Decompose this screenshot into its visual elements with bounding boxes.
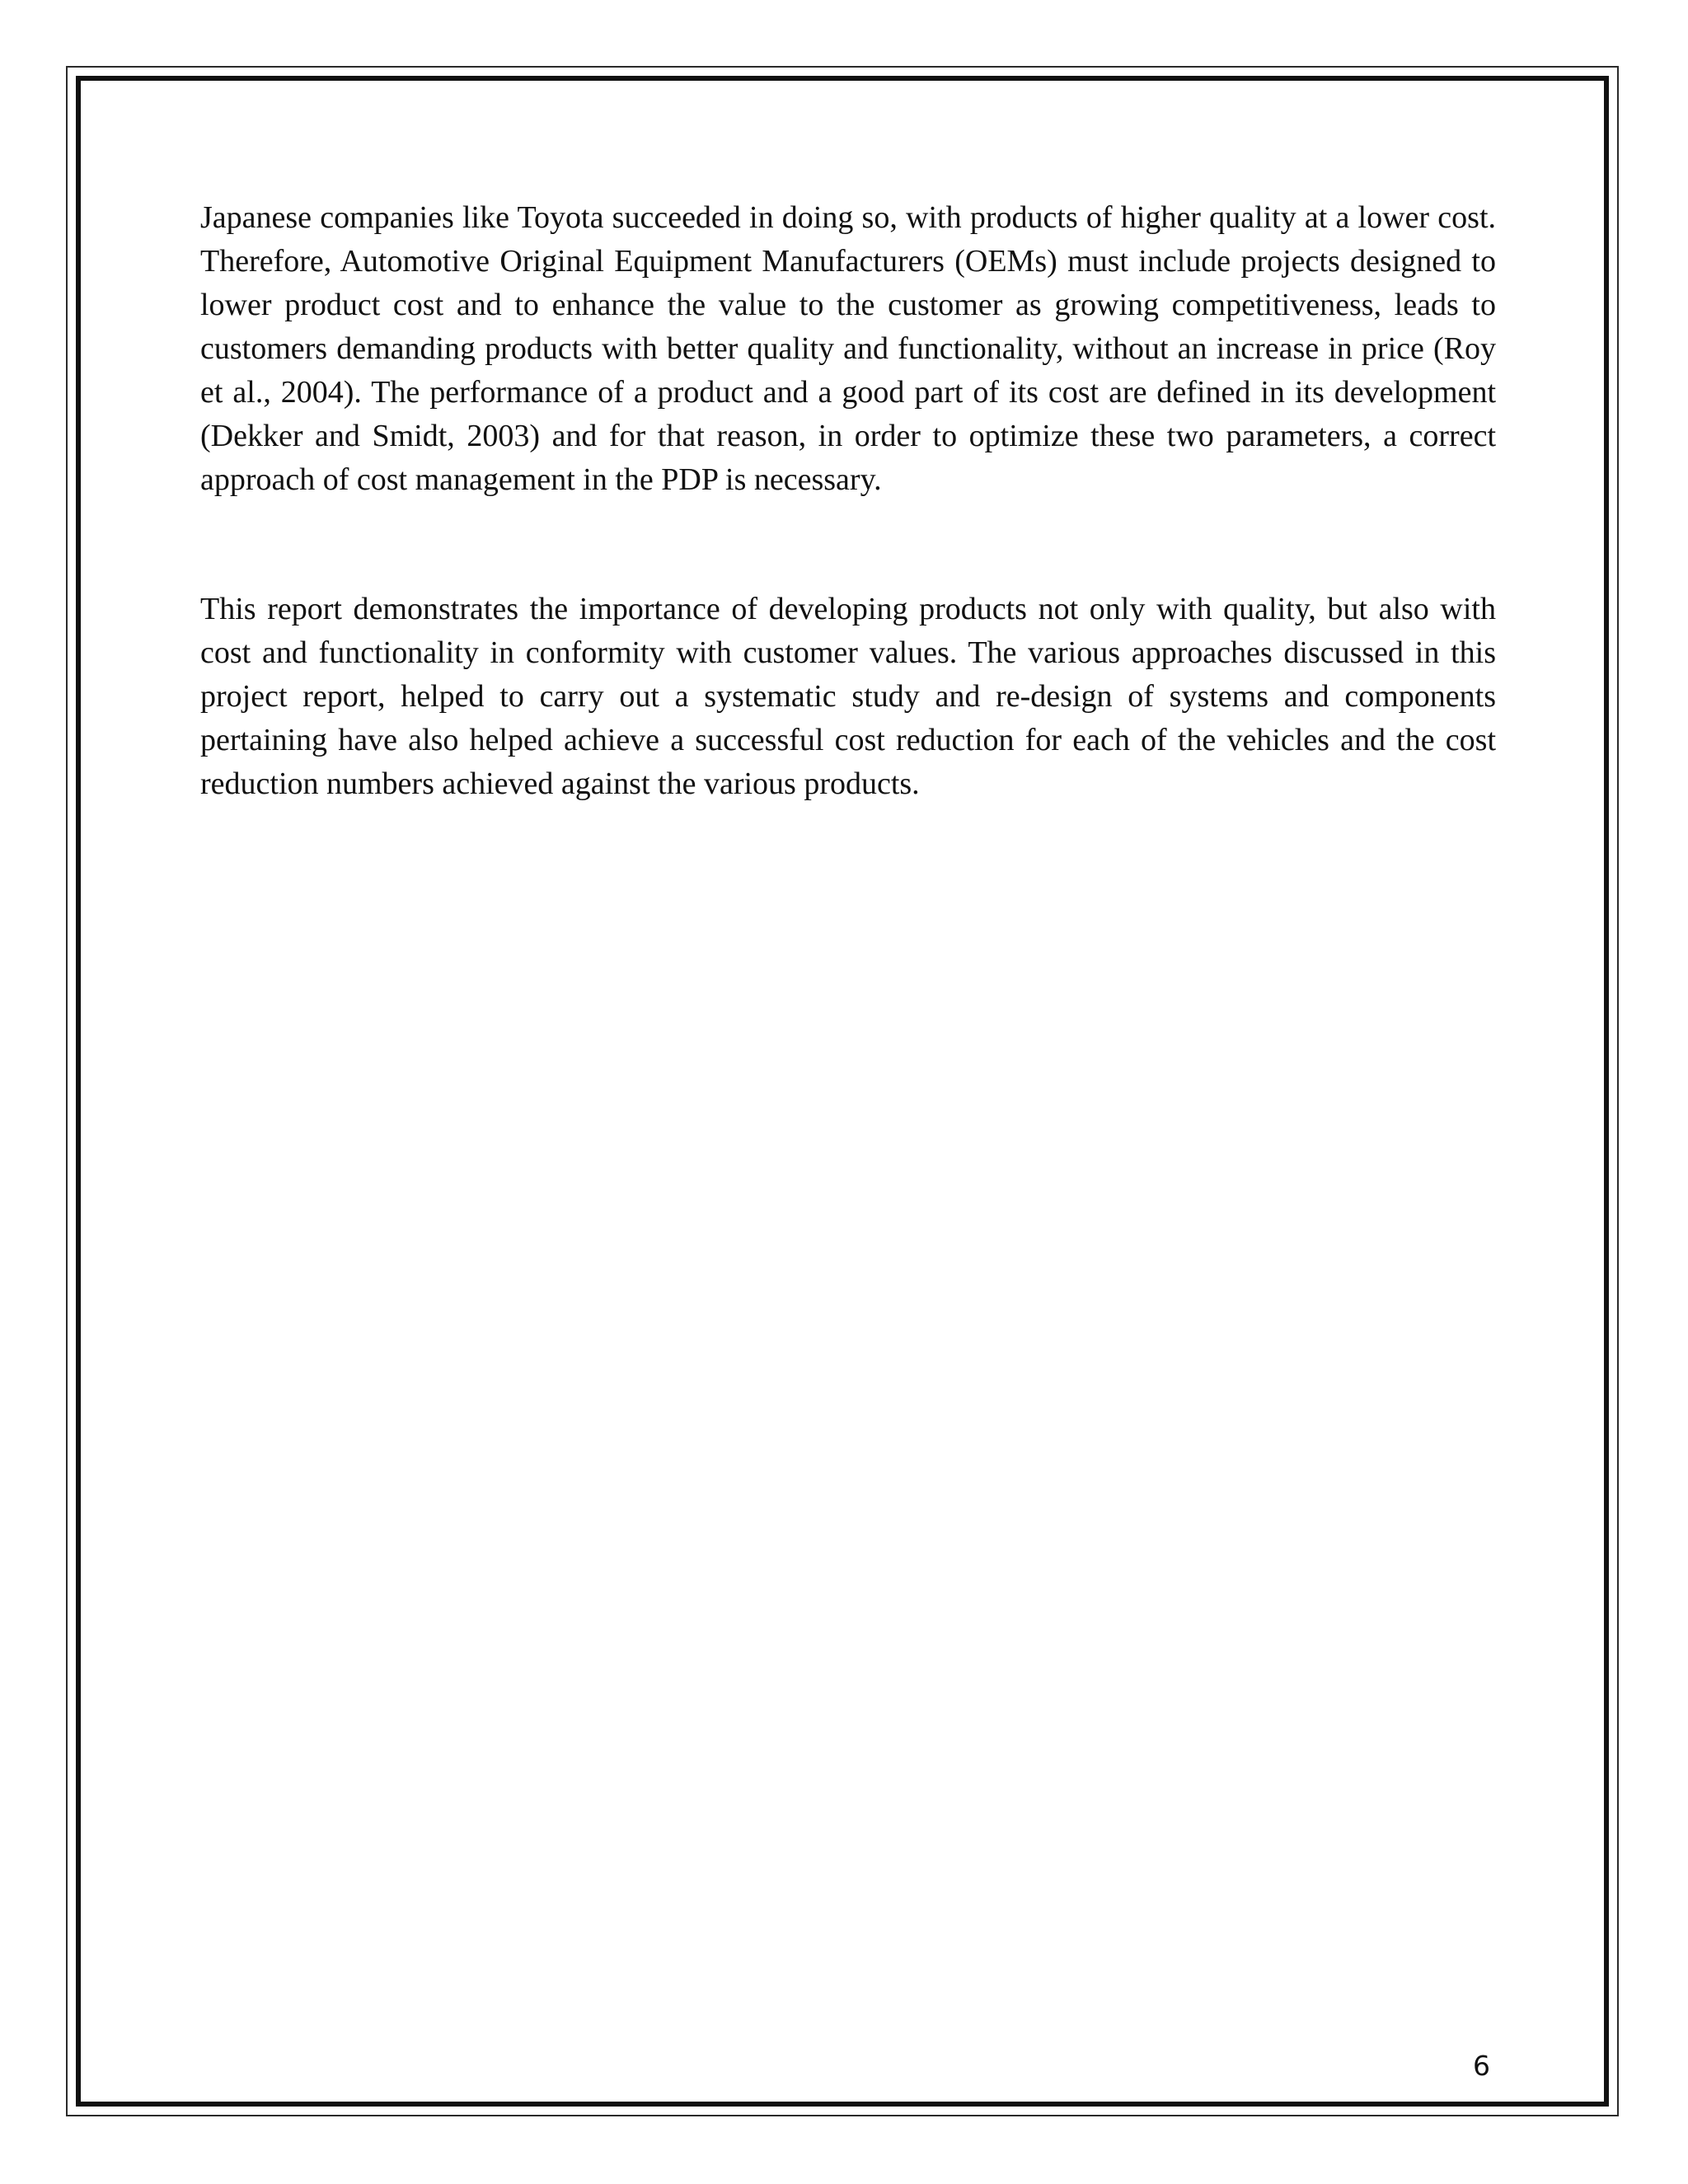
page-number: 6: [1473, 2050, 1490, 2082]
page-content: [200, 196, 1496, 806]
paragraph-report-summary: This report demonstrates the importance of developing products not only with quality, but also with cost and functionality in conformity with customer values. The various approaches discussed in this project report, helped to carry out a systematic study and re-design of systems and components pertaining have also helped achieve a successful cost reduction for each of the vehicles and the cost reduction numbers achieved against the various products.: [200, 592, 1496, 801]
paragraph-cost-management: Japanese companies like Toyota succeeded in doing so, with products of higher quality at a lower cost. Therefore, Automotive Original Equipment Manufacturers (OEMs) must include projects designed to lower product cost and to enhance the value to the customer as growing competitiveness, leads to customers demanding products with better quality and functionality, without an increase in price (Roy et al., 2004). The performance of a product and a good part of its cost are defined in its development (Dekker and Smidt, 2003) and for that reason, in order to optimize these two parameters, a correct approach of cost management in the PDP is necessary.: [200, 200, 1496, 497]
